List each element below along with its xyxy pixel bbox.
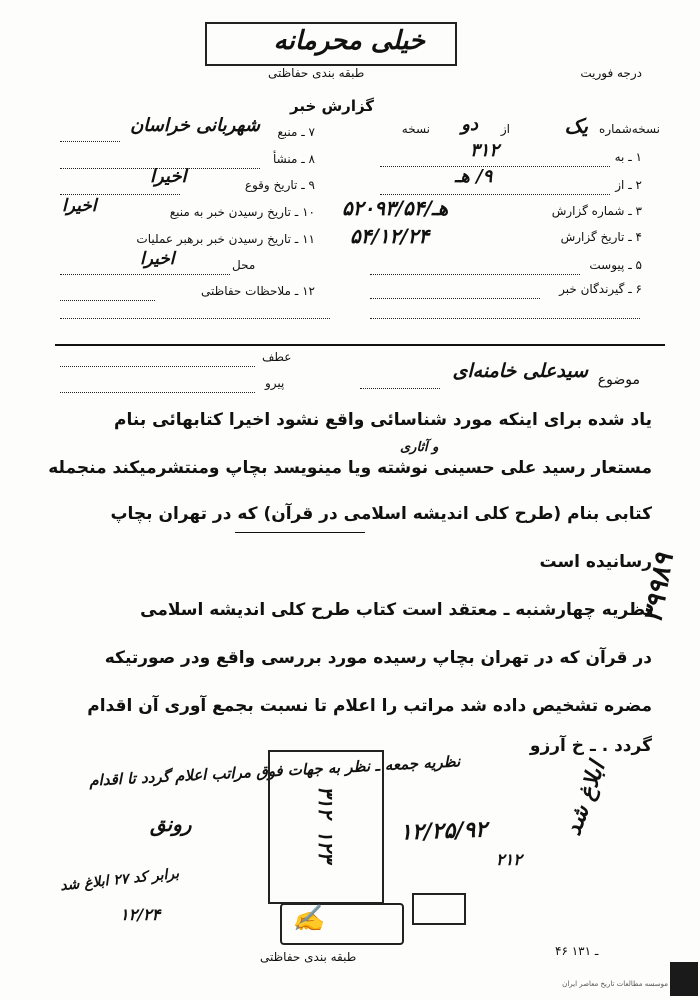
place-label: محل (232, 258, 256, 272)
received-ops-label: ۱۱ ـ تاریخ رسیدن خبر برهبر عملیات (136, 232, 315, 246)
origin-label: ۸ ـ منشأ (272, 152, 315, 166)
remarks-label: ۱۲ ـ ملاحظات حفاظتی (201, 284, 315, 298)
recipients-label: ۶ ـ گیرندگان خبر (559, 282, 642, 296)
remarks-dotted-line (60, 300, 155, 301)
from-dotted-line (380, 194, 610, 195)
body-line-1: یاد شده برای اینکه مورد شناسائی واقع نشود اخیرا کتابهائی بنام (114, 410, 652, 430)
follow-label: پیرو (265, 376, 285, 390)
source-label: ۷ ـ منبع (277, 125, 315, 139)
attachment-label: ۵ ـ پیوست (589, 258, 642, 272)
priority-label: درجه فوریت (580, 66, 642, 80)
handwritten-note-3: برابر کد ۲۷ ابلاغ شد (59, 865, 180, 895)
handwritten-note-4: ۱۲/۲۴ (120, 905, 161, 924)
copies-label: نسخه (401, 122, 430, 136)
body-line-5: نظریه چهارشنبه ـ معتقد است کتاب طرح کلی اندیشه اسلامی (140, 600, 652, 620)
follow-dotted-line (60, 392, 255, 393)
body-line-6: در قرآن که در تهران بچاپ رسیده مورد بررسی واقع ودر صورتیکه (104, 648, 652, 668)
subject-label: موضوع (597, 372, 640, 388)
body-line-4: رسانیده است (539, 552, 652, 572)
report-number-label: ۳ ـ شماره گزارش (551, 204, 642, 218)
from-label: ۲ ـ از (615, 178, 642, 192)
classification-label: طبقه بندی حفاظتی (268, 66, 365, 80)
recipients-dotted-line-2 (370, 318, 640, 319)
bottom-number: ۲۱۲ (496, 850, 522, 869)
ref-dotted-line (60, 366, 255, 367)
body-line-3: کتابی بنام (طرح کلی اندیشه اسلامی در قرآن) که در تهران بچاپ (110, 504, 652, 524)
report-title: گزارش خبر (290, 97, 375, 115)
copy-number-value: یک (564, 114, 588, 138)
report-date-value: ۵۴/۱۲/۲۴ (350, 224, 430, 248)
handwritten-note-1: نظریه جمعه ـ نظر به جهات فوق مراتب اعلام گردد تا اقدام (88, 752, 461, 790)
footer-classification: طبقه بندی حفاظتی (260, 950, 357, 964)
copy-number-label: نسخه‌شماره (599, 122, 660, 136)
body-underline (235, 532, 365, 533)
body-insert: و آثاری (400, 440, 439, 455)
event-date-dotted-line (60, 194, 180, 195)
registry-stamp-number-2: ۱۲۳ (314, 829, 339, 863)
form-code: ۴۶ ـ ۱۳۱ (555, 944, 599, 958)
source-dotted-line (60, 141, 120, 142)
side-margin-number: ۳۹۹۸۹ (638, 551, 680, 626)
top-secret-stamp-text: خیلی محرمانه (273, 26, 425, 56)
signature-scribble: ✍ (292, 904, 325, 934)
ref-label: عطف (262, 350, 292, 364)
header-separator (55, 344, 665, 346)
to-dotted-line (380, 166, 610, 167)
event-date-value: اخیرا (150, 166, 187, 187)
date-scrawl: ۱۲/۲۵/۹۲ (399, 816, 488, 846)
registry-stamp (268, 750, 384, 904)
of-value: دو (461, 114, 478, 135)
remarks-dotted-line-2 (60, 318, 330, 319)
body-line-7: مضره تشخیص داده شد مراتب را اعلام تا نسبت بجمع آوری آن اقدام (87, 696, 652, 716)
top-secret-stamp (205, 22, 457, 66)
report-number-value: ۵۲۰۹۳/۵۴/هـ (342, 196, 449, 220)
initials-stamp (412, 893, 466, 925)
body-line-8: گردد . ـ خ آرزو (529, 736, 652, 756)
report-date-label: ۴ ـ تاریخ گزارش (560, 230, 642, 244)
subject-value: سیدعلی خامنه‌ای (452, 360, 588, 382)
handwritten-note-2: رونق (150, 812, 192, 836)
side-margin-signature: ابلاغ شد (560, 758, 611, 839)
attachment-dotted-line (370, 274, 580, 275)
place-dotted-line (60, 274, 230, 275)
to-value: ۳۱۲ (470, 140, 500, 161)
registry-stamp-number-1: ۳۱۲ (314, 785, 339, 819)
received-source-value: اخیرا (62, 196, 97, 216)
recipients-dotted-line (370, 298, 540, 299)
from-value: ۹/ هـ (455, 166, 493, 187)
to-label: ۱ ـ به (614, 150, 642, 164)
subject-dotted-line (360, 388, 440, 389)
source-value: شهربانی خراسان (130, 115, 260, 136)
body-line-2: مستعار رسید علی حسینی نوشته ویا مینویسد بچاپ ومنتشرمیکند منجمله (48, 458, 652, 478)
received-source-label: ۱۰ ـ تاریخ رسیدن خبر به منبع (169, 205, 315, 219)
event-date-label: ۹ ـ تاریخ وقوع (244, 178, 315, 192)
place-value: اخیرا (140, 249, 175, 269)
of-label: از (500, 122, 510, 136)
watermark-text: موسسه مطالعات تاریخ معاصر ایران (562, 980, 668, 988)
watermark-logo (670, 962, 698, 996)
